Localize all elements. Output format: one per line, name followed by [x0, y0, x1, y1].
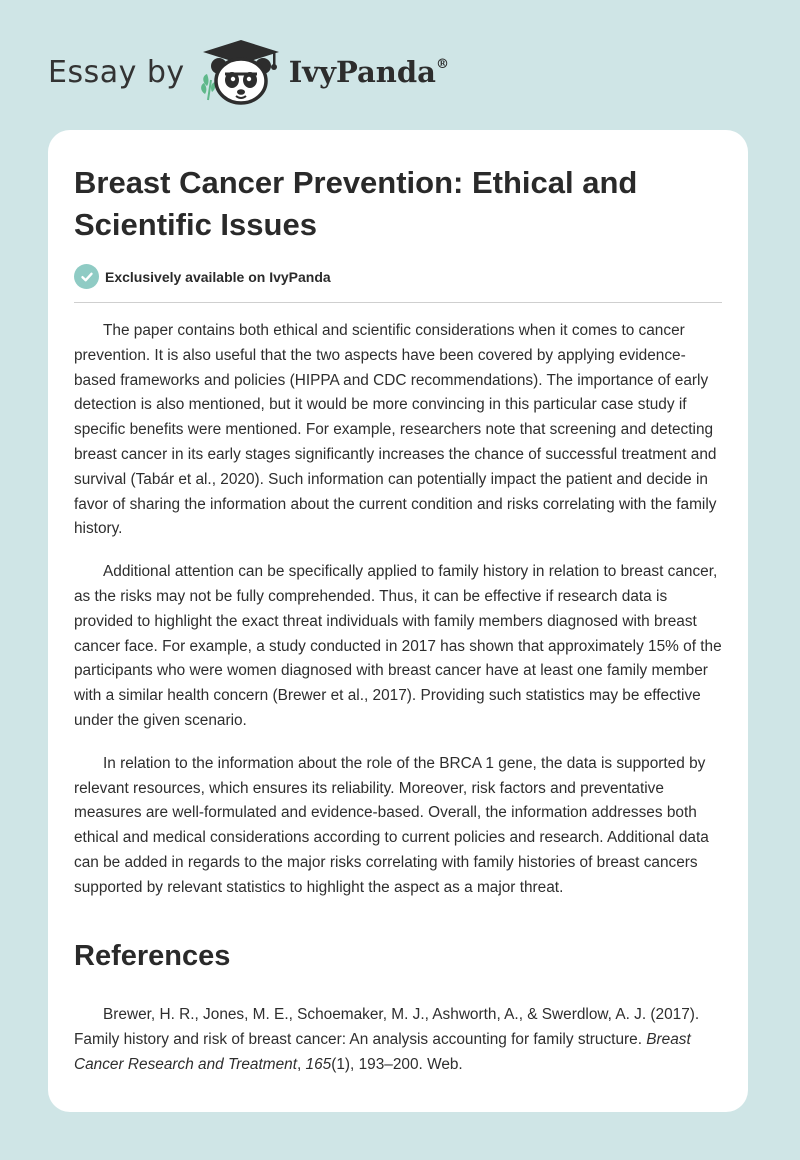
- brand-name[interactable]: IvyPanda®: [288, 55, 449, 89]
- references-heading: References: [74, 940, 231, 972]
- references-list: [74, 1003, 724, 1077]
- essay-by-label: Essay by: [48, 54, 185, 90]
- paragraph: Additional attention can be specifically applied to family history in relation to breast cancer, as the risks may not be fully comprehended. Thus, it can be effective if research data is provided to highlight the exact threat individuals with family members diagnosed with breast cancer face. For example, a study conducted in 2017 has shown that approximately 15% of the participants who were women diagnosed with breast cancer have at least one family member with a similar health concern (Brewer et al., 2017). Providing such statistics may be effective under the given scenario.: [74, 563, 722, 729]
- paragraph: In relation to the information about the role of the BRCA 1 gene, the data is supported by relevant resources, which ensures its reliability. Moreover, risk factors and preventative measures are well-formulated and evidence-based. Overall, the information addresses both ethical and medical considerations according to current policies and research. Additional data can be added in regards to the major risks correlating with family histories of breast cancers supported by relevant statistics to highlight the aspect as a major threat.: [74, 754, 709, 896]
- exclusive-badge: [74, 264, 331, 289]
- site-header: [48, 36, 508, 108]
- panda-graduate-icon[interactable]: [199, 36, 283, 108]
- exclusive-label: Exclusively available on IvyPanda: [105, 268, 331, 285]
- check-circle-icon: [74, 264, 99, 289]
- reference-entry: Brewer, H. R., Jones, M. E., Schoemaker, M. J., Ashworth, A., & Swerdlow, A. J. (2017). Family history and risk of breast cancer: An analysis accounting for family structure. Breast Cancer Research and Treatment, 165(1), 193–200. Web.: [74, 1006, 700, 1073]
- page-title: Breast Cancer Prevention: Ethical and Scientific Issues: [74, 165, 638, 242]
- essay-body: [74, 319, 724, 919]
- divider: [74, 302, 722, 303]
- paragraph: The paper contains both ethical and scientific considerations when it comes to cancer prevention. It is also useful that the two aspects have been covered by applying evidence-based frameworks and policies (HIPPA and CDC recommendations). The importance of early detection is also mentioned, but it would be more convincing in this particular case study if specific benefits were mentioned. For example, researchers note that screening and detecting breast cancer in its early stages significantly increases the chance of successful treatment and survival (Tabár et al., 2020). Such information can potentially impact the patient and decide in favor of sharing the information about the current condition and risks correlating with the family history.: [74, 322, 717, 538]
- essay-card: [48, 130, 748, 1112]
